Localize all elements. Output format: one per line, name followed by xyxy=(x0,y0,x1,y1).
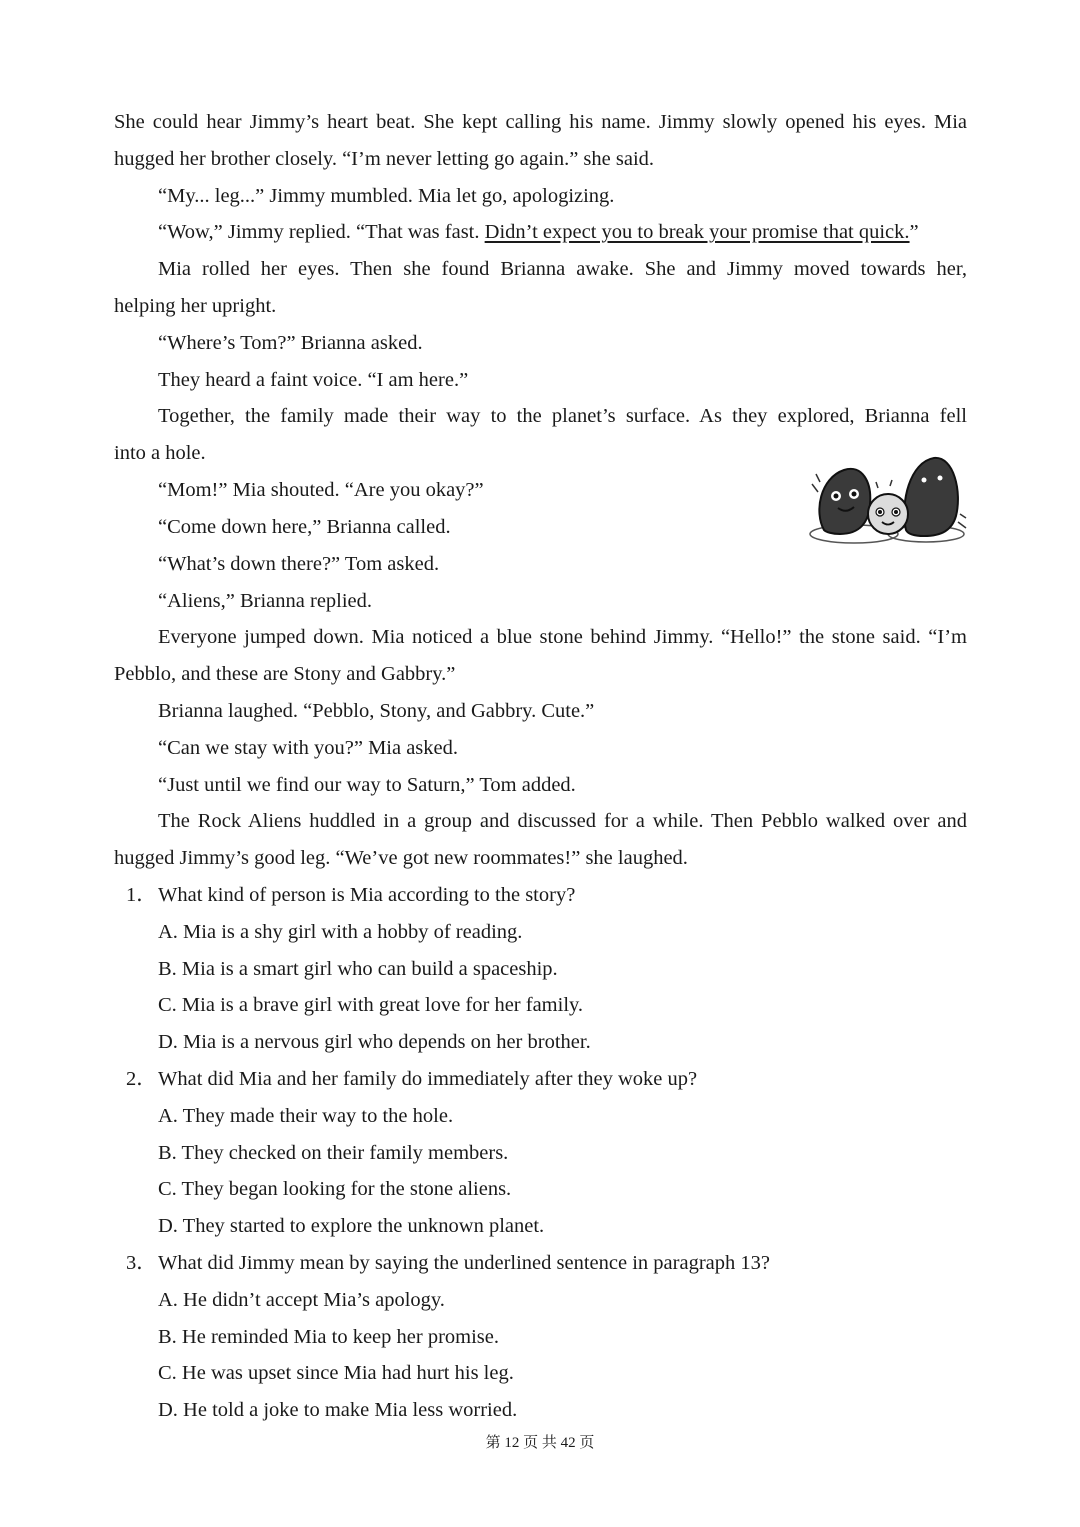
story-paragraph: “My... leg...” Jimmy mumbled. Mia let go, apologizing. xyxy=(158,185,615,207)
question-2 xyxy=(126,1069,697,1090)
page-number-footer: 第 12 页 共 42 页 xyxy=(485,1435,595,1451)
option-d[interactable]: D. They started to explore the unknown planet. xyxy=(158,1215,545,1237)
question-text: What did Jimmy mean by saying the underlined sentence in paragraph 13? xyxy=(158,1252,770,1274)
story-line: hugged Jimmy’s good leg. “We’ve got new roommates!” she laughed. xyxy=(114,847,688,869)
question-number: 2． xyxy=(126,1068,157,1090)
option-b[interactable]: B. Mia is a smart girl who can build a spaceship. xyxy=(158,958,558,980)
underlined-sentence: Didn’t expect you to break your promise that quick. xyxy=(484,221,910,243)
story-line: She could hear Jimmy’s heart beat. She kept calling his name. Jimmy slowly opened his eyes. Mia xyxy=(114,111,967,133)
story-line: helping her upright. xyxy=(114,295,277,317)
option-d[interactable]: D. He told a joke to make Mia less worried. xyxy=(158,1399,518,1421)
story-paragraph: “What’s down there?” Tom asked. xyxy=(158,553,440,575)
story-text: ” xyxy=(909,221,919,243)
rock-aliens-illustration xyxy=(806,452,968,552)
stone-alien-right xyxy=(904,458,966,536)
option-b[interactable]: B. He reminded Mia to keep her promise. xyxy=(158,1326,500,1348)
question-text: What did Mia and her family do immediately after they woke up? xyxy=(158,1068,698,1090)
stone-alien-middle xyxy=(868,480,908,534)
story-paragraph: “Aliens,” Brianna replied. xyxy=(158,590,373,612)
question-1 xyxy=(126,885,575,906)
story-line: hugged her brother closely. “I’m never letting go again.” she said. xyxy=(114,148,655,170)
story-line: The Rock Aliens huddled in a group and discussed for a while. Then Pebblo walked over and xyxy=(158,810,967,832)
story-paragraph: “Just until we find our way to Saturn,” Tom added. xyxy=(158,774,576,796)
stone-alien-left xyxy=(812,469,870,534)
option-a[interactable]: A. Mia is a shy girl with a hobby of reading. xyxy=(158,921,523,943)
story-paragraph: “Can we stay with you?” Mia asked. xyxy=(158,737,459,759)
story-line: Pebblo, and these are Stony and Gabbry.” xyxy=(114,663,456,685)
story-line: Mia rolled her eyes. Then she found Brianna awake. She and Jimmy moved towards her, xyxy=(158,258,967,280)
story-paragraph xyxy=(158,222,919,243)
story-paragraph: “Come down here,” Brianna called. xyxy=(158,516,451,538)
story-line: Everyone jumped down. Mia noticed a blue stone behind Jimmy. “Hello!” the stone said. “I’m xyxy=(158,626,967,648)
option-b[interactable]: B. They checked on their family members. xyxy=(158,1142,509,1164)
question-number: 3． xyxy=(126,1252,157,1274)
story-line: into a hole. xyxy=(114,442,206,464)
story-paragraph: “Where’s Tom?” Brianna asked. xyxy=(158,332,423,354)
story-paragraph: “Mom!” Mia shouted. “Are you okay?” xyxy=(158,479,484,501)
option-a[interactable]: A. He didn’t accept Mia’s apology. xyxy=(158,1289,445,1311)
question-number: 1． xyxy=(126,884,157,906)
question-text: What kind of person is Mia according to the story? xyxy=(158,884,576,906)
option-c[interactable]: C. Mia is a brave girl with great love for her family. xyxy=(158,994,584,1016)
question-3 xyxy=(126,1253,770,1274)
story-paragraph: They heard a faint voice. “I am here.” xyxy=(158,369,469,391)
story-paragraph: Brianna laughed. “Pebblo, Stony, and Gabbry. Cute.” xyxy=(158,700,595,722)
option-c[interactable]: C. They began looking for the stone aliens. xyxy=(158,1178,512,1200)
story-text: “Wow,” Jimmy replied. “That was fast. xyxy=(158,221,485,243)
story-line: Together, the family made their way to the planet’s surface. As they explored, Brianna fell xyxy=(158,405,967,427)
option-a[interactable]: A. They made their way to the hole. xyxy=(158,1105,454,1127)
option-d[interactable]: D. Mia is a nervous girl who depends on her brother. xyxy=(158,1031,591,1053)
option-c[interactable]: C. He was upset since Mia had hurt his leg. xyxy=(158,1362,514,1384)
